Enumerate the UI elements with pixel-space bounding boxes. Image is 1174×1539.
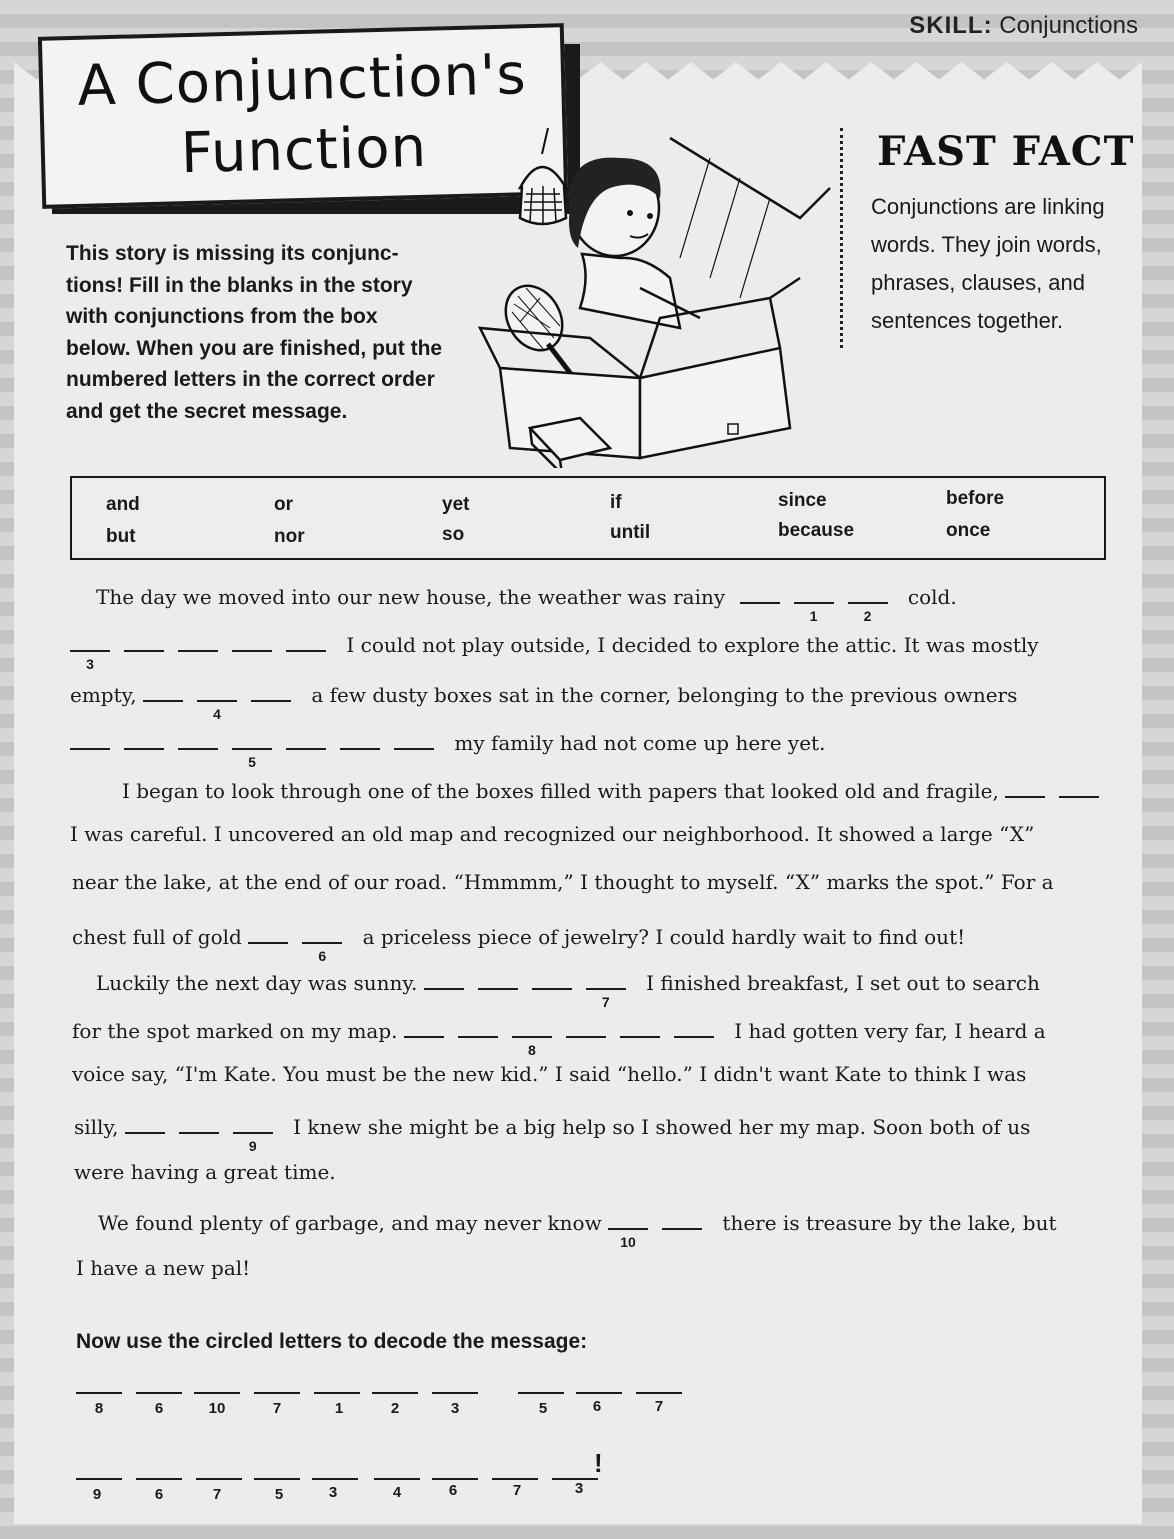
code-blank[interactable]: [136, 1478, 182, 1480]
story-line-6: I was careful. I uncovered an old map and recognized our neighborhood. It showed a large “X”: [70, 822, 1035, 846]
word-and: and: [106, 494, 140, 515]
story-text-segment: empty,: [70, 683, 137, 707]
fast-fact-panel: [840, 128, 1143, 348]
story-text-segment: I began to look through one of the boxes filled with papers that looked old and fragile,: [122, 779, 999, 803]
exclamation-mark: !: [594, 1448, 603, 1478]
blank[interactable]: [286, 726, 326, 750]
code-blank[interactable]: [576, 1392, 622, 1394]
blank[interactable]: [125, 1110, 165, 1134]
page-title-line1: A Conjunction's: [76, 42, 528, 119]
code-number: 5: [274, 1486, 284, 1503]
code-number: 3: [450, 1400, 460, 1417]
blank[interactable]: [233, 1110, 273, 1154]
code-blank[interactable]: [372, 1392, 418, 1394]
code-number: 6: [592, 1398, 602, 1415]
fast-fact-body: Conjunctions are linking words. They join words, phrases, clauses, and sentences together.: [871, 194, 1105, 333]
blank-number: 9: [248, 1138, 257, 1154]
blank[interactable]: [674, 1014, 714, 1038]
code-blank[interactable]: [196, 1478, 242, 1480]
story-text-segment: I finished breakfast, I set out to search: [646, 971, 1040, 995]
code-number: 1: [334, 1400, 344, 1417]
blank[interactable]: [566, 1014, 606, 1038]
word-nor: nor: [274, 526, 305, 547]
conjunction-word-box: [70, 476, 1106, 560]
code-blank[interactable]: [636, 1392, 682, 1394]
story-text-segment: there is treasure by the lake, but: [722, 1211, 1057, 1235]
code-number: 2: [390, 1400, 400, 1417]
blank[interactable]: [458, 1014, 498, 1038]
code-number: 3: [328, 1484, 338, 1501]
code-blank[interactable]: [374, 1478, 420, 1480]
blank[interactable]: [478, 966, 518, 990]
skill-header: [909, 12, 1138, 40]
blank[interactable]: [620, 1014, 660, 1038]
story-line-13: were having a great time.: [74, 1160, 336, 1184]
story-text-segment: silly,: [74, 1115, 119, 1139]
blank[interactable]: [404, 1014, 444, 1038]
code-number: 6: [448, 1482, 458, 1499]
blank[interactable]: [394, 726, 434, 750]
blank[interactable]: [740, 580, 780, 604]
code-number: 7: [654, 1398, 664, 1415]
blank[interactable]: [586, 966, 626, 1010]
story-text-segment: chest full of gold: [72, 925, 242, 949]
word-or: or: [274, 494, 293, 515]
code-number: 7: [512, 1482, 522, 1499]
blank-number: 3: [86, 656, 94, 672]
code-number: 8: [94, 1400, 104, 1417]
code-number: 7: [272, 1400, 282, 1417]
fast-fact-title: FAST FACT: [877, 128, 1135, 175]
code-blank[interactable]: [194, 1392, 240, 1394]
code-blank[interactable]: [518, 1392, 564, 1394]
blank[interactable]: [124, 628, 164, 652]
blank[interactable]: [232, 726, 272, 770]
blank[interactable]: [532, 966, 572, 990]
page-title-line2: Function: [179, 114, 428, 187]
blank[interactable]: [124, 726, 164, 750]
code-number: 6: [154, 1400, 164, 1417]
instructions: This story is missing its conjunc- tions! Fill in the blanks in the story with conjunctions from the box below. When you are finished, put the numbered letters in the correct order and get the secret message.: [66, 242, 443, 423]
code-blank[interactable]: [136, 1392, 182, 1394]
word-so: so: [442, 524, 465, 545]
decode-heading: Now use the circled letters to decode the message:: [76, 1330, 588, 1353]
blank[interactable]: [70, 628, 110, 672]
word-before: before: [946, 488, 1005, 509]
code-blank[interactable]: [254, 1392, 300, 1394]
story-text-segment: a few dusty boxes sat in the corner, belonging to the previous owners: [311, 683, 1018, 707]
blank-number: 2: [863, 608, 872, 624]
story-text-segment: a priceless piece of jewelry? I could hardly wait to find out!: [362, 925, 966, 949]
blank[interactable]: [302, 920, 342, 964]
blank-number: 1: [809, 608, 818, 624]
blank-number: 8: [527, 1042, 536, 1058]
story-text-segment: Luckily the next day was sunny.: [96, 971, 418, 995]
code-blank[interactable]: [314, 1392, 360, 1394]
blank[interactable]: [232, 628, 272, 652]
word-until: until: [610, 522, 651, 543]
blank[interactable]: [178, 628, 218, 652]
skill-value: Conjunctions: [999, 12, 1138, 39]
skill-label: SKILL:: [909, 12, 993, 39]
story-line-11: voice say, “I'm Kate. You must be the new kid.” I said “hello.” I didn't want Kate to think I was: [72, 1062, 1027, 1086]
blank[interactable]: [197, 678, 237, 722]
blank[interactable]: [178, 726, 218, 750]
story-text-segment: The day we moved into our new house, the weather was rainy: [96, 585, 726, 609]
story-line-8: [72, 920, 966, 964]
code-blank[interactable]: [492, 1478, 538, 1480]
story-line-14: [98, 1206, 1057, 1250]
story-line-7: near the lake, at the end of our road. “Hmmmm,” I thought to myself. “X” marks the spot.” For a: [72, 870, 1054, 894]
code-blank[interactable]: [254, 1478, 300, 1480]
blank[interactable]: [512, 1014, 552, 1058]
blank-number: 6: [318, 948, 327, 964]
story-text-segment: I had gotten very far, I heard a: [734, 1019, 1046, 1043]
word-once: once: [946, 520, 991, 541]
code-number: 6: [154, 1486, 164, 1503]
story-text-segment: my family had not come up here yet.: [454, 731, 826, 755]
story-text-segment: for the spot marked on my map.: [72, 1019, 398, 1043]
story-line-5: [122, 774, 1113, 803]
code-number: 4: [392, 1484, 402, 1501]
story-text-segment: I knew she might be a big help so I showed her my map. Soon both of us: [293, 1115, 1031, 1139]
blank[interactable]: [70, 726, 110, 750]
blank-number: 7: [601, 994, 610, 1010]
code-blank[interactable]: [76, 1478, 122, 1480]
blank-number: 4: [213, 706, 221, 722]
blank[interactable]: [1059, 774, 1099, 798]
blank[interactable]: [179, 1110, 219, 1134]
blank[interactable]: [286, 628, 326, 652]
blank[interactable]: [340, 726, 380, 750]
word-but: but: [106, 526, 136, 547]
blank[interactable]: [143, 678, 183, 702]
blank[interactable]: [251, 678, 291, 702]
blank[interactable]: [608, 1206, 648, 1250]
blank[interactable]: [794, 580, 834, 624]
blank[interactable]: [848, 580, 888, 624]
blank[interactable]: [248, 920, 288, 944]
code-number: 5: [538, 1400, 548, 1417]
code-number: 9: [92, 1486, 102, 1503]
story-text-segment: We found plenty of garbage, and may never know: [98, 1211, 602, 1235]
code-number: 7: [212, 1486, 222, 1503]
story-line-15: I have a new pal!: [76, 1256, 251, 1280]
code-blank[interactable]: [432, 1478, 478, 1480]
blank[interactable]: [1005, 774, 1045, 798]
blank[interactable]: [424, 966, 464, 990]
girl-with-boxes-illustration: [470, 128, 840, 468]
code-number: 10: [208, 1400, 226, 1417]
story-text-segment: I could not play outside, I decided to explore the attic. It was mostly: [346, 633, 1039, 657]
blank[interactable]: [662, 1206, 702, 1230]
word-if: if: [610, 492, 622, 513]
word-since: since: [778, 490, 827, 511]
code-number: 3: [574, 1480, 584, 1497]
code-blank[interactable]: [76, 1392, 122, 1394]
code-blank[interactable]: [432, 1392, 478, 1394]
story-text-segment: cold.: [907, 585, 957, 609]
blank-number: 5: [248, 754, 256, 770]
blank-number: 10: [620, 1234, 636, 1250]
word-yet: yet: [442, 494, 470, 515]
word-because: because: [778, 520, 855, 541]
code-blank[interactable]: [312, 1478, 358, 1480]
